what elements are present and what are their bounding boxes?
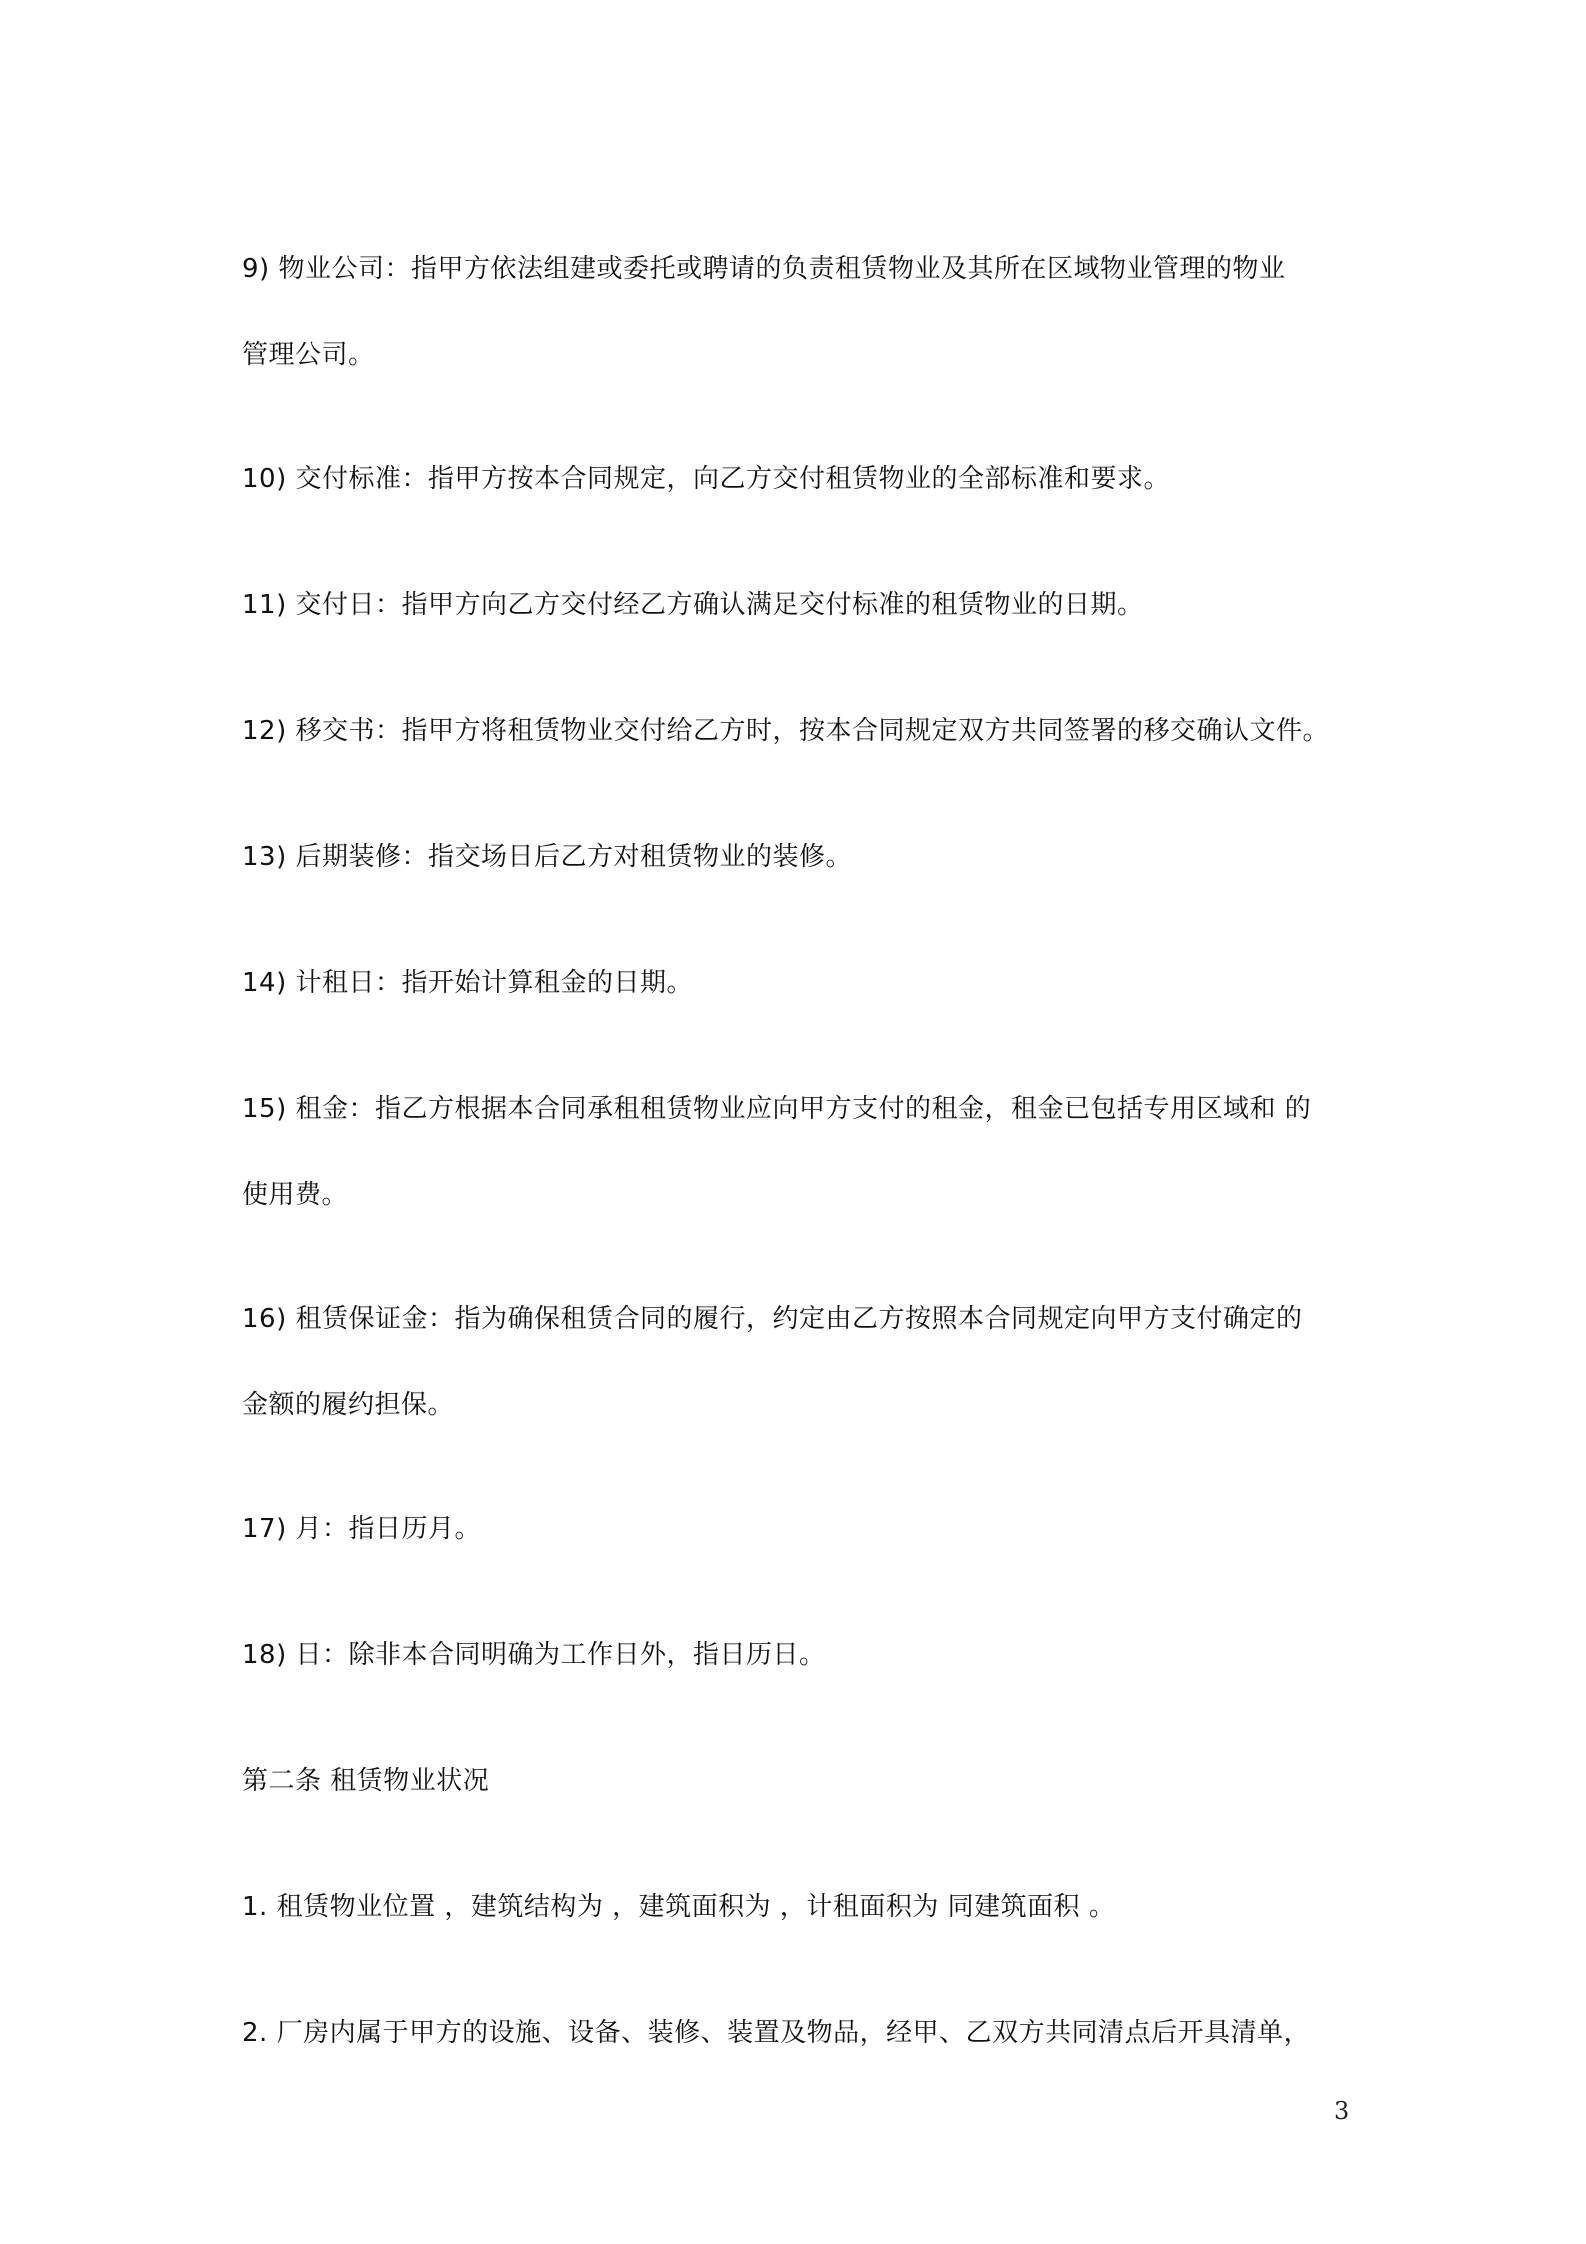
text-line-clause-1: 1. 租赁物业位置 ，建筑结构为 ，建筑面积为 ，计租面积为 同建筑面积 。 — [242, 1892, 1116, 1922]
text-line-item-10: 10) 交付标准：指甲方按本合同规定，向乙方交付租赁物业的全部标准和要求。 — [242, 464, 1170, 494]
text-line-item-9-cont: 管理公司。 — [242, 340, 375, 370]
text-line-item-15-cont: 使用费。 — [242, 1180, 349, 1210]
text-line-clause-2: 2. 厂房内属于甲方的设施、设备、装修、装置及物品，经甲、乙双方共同清点后开具清单， — [242, 2018, 1311, 2048]
text-line-item-13: 13) 后期装修：指交场日后乙方对租赁物业的装修。 — [242, 842, 852, 872]
section-heading-article-2: 第二条 租赁物业状况 — [242, 1766, 490, 1796]
text-line-item-17: 17) 月：指日历月。 — [242, 1514, 481, 1544]
text-line-item-11: 11) 交付日：指甲方向乙方交付经乙方确认满足交付标准的租赁物业的日期。 — [242, 590, 1144, 620]
text-line-item-18: 18) 日：除非本合同明确为工作日外，指日历日。 — [242, 1640, 826, 1670]
text-line-item-14: 14) 计租日：指开始计算租金的日期。 — [242, 968, 693, 998]
text-line-item-16-cont: 金额的履约担保。 — [242, 1390, 455, 1420]
page-number: 3 — [1334, 2097, 1350, 2125]
text-line-item-15: 15) 租金：指乙方根据本合同承租租赁物业应向甲方支付的租金，租金已包括专用区域和 的 — [242, 1094, 1312, 1124]
text-line-item-12: 12) 移交书：指甲方将租赁物业交付给乙方时，按本合同规定双方共同签署的移交确认文件。 — [242, 716, 1329, 746]
text-line-item-9: 9) 物业公司：指甲方依法组建或委托或聘请的负责租赁物业及其所在区域物业管理的物业 — [242, 254, 1286, 284]
text-line-item-16: 16) 租赁保证金：指为确保租赁合同的履行，约定由乙方按照本合同规定向甲方支付确定的 — [242, 1304, 1303, 1334]
